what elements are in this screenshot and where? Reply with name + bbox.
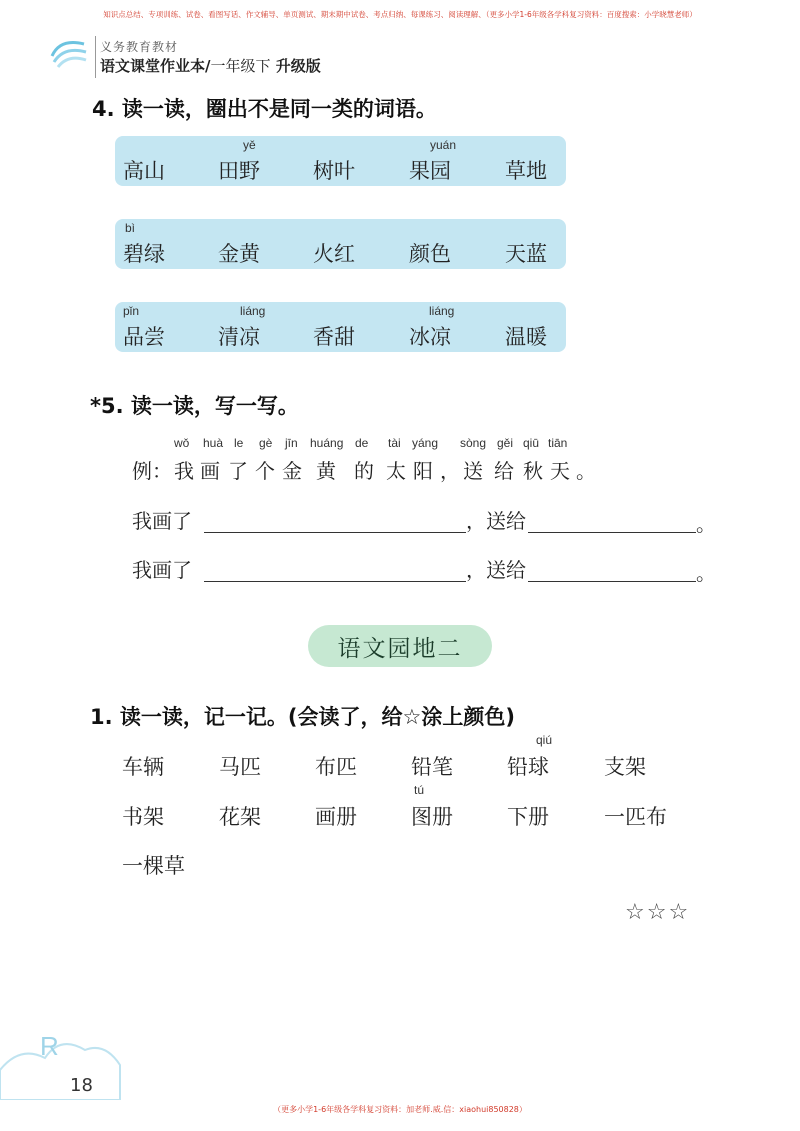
word-row-1 [115,136,566,186]
pinyin: yě [243,138,256,152]
bottom-note: （更多小学1-6年级各学科复习资料：加老师.威.信：xiaohui850828） [273,1105,527,1114]
cloud-decoration-icon [0,1010,130,1100]
grade-label: 一年级下 [210,57,271,75]
section-1-title: 1. 读一读，记一记。(会读了，给☆涂上颜色) [90,705,515,729]
word: 下册 [507,805,549,829]
word: 树叶 [313,159,355,183]
pinyin: gěi [497,436,514,450]
pinyin: yáng [412,436,439,450]
word-grid [122,733,682,883]
char: 送 [463,459,483,483]
edition-label: 升级版 [275,57,321,75]
example-label: 例： [132,459,172,483]
char: 黄 [316,459,336,483]
char: 天 [550,459,570,483]
line-middle: ，送给 [466,509,526,533]
word: 铅笔 [411,755,453,779]
svg-text:R: R [40,1031,59,1061]
question-4-title: 4. 读一读，圈出不是同一类的词语。 [92,97,437,121]
word: 书架 [122,805,164,829]
word: 图册 [411,805,453,829]
top-note: 知识点总结、专项训练、试卷、看图写话、作文辅导、单页测试、期末期中试卷、考点归纳、每课练习、阅读理解、（更多小学1-6年级各学科复习资料：百度搜索：小学晓慧老师） [103,10,697,19]
answer-blank-2[interactable] [528,531,696,533]
word: 马匹 [219,755,261,779]
pinyin: de [355,436,369,450]
pinyin: tiān [548,436,568,450]
question-5-title: *5. 读一读，写一写。 [90,394,299,418]
fill-line-1 [132,505,732,545]
word: 花架 [219,805,261,829]
rating-stars[interactable]: ☆☆☆ [625,900,691,925]
word: 火红 [313,242,355,266]
word: 香甜 [313,325,355,349]
header-divider [95,36,96,78]
char: 的 [354,459,374,483]
word-row-2 [115,219,566,269]
word: 天蓝 [505,242,547,266]
line-end: 。 [696,561,716,585]
word: 一匹布 [604,805,667,829]
word: 田野 [218,159,260,183]
word: 温暖 [505,325,547,349]
char: 。 [576,459,596,483]
pinyin: yuán [430,138,457,152]
answer-blank-3[interactable] [204,580,466,582]
char: 了 [228,459,248,483]
char: 个 [255,459,275,483]
publisher-logo-icon [48,34,90,76]
series-label: 义务教育教材 [100,40,179,54]
answer-blank-4[interactable] [528,580,696,582]
pinyin: liáng [240,304,266,318]
word: 清凉 [218,325,260,349]
pinyin: pǐn [123,304,140,318]
section-banner: 语文园地二 [308,625,492,667]
pinyin: jīn [285,436,298,450]
pinyin: le [234,436,244,450]
line-prefix: 我画了 [132,558,192,582]
word: 画册 [315,805,357,829]
char: 秋 [523,459,543,483]
pinyin: sòng [460,436,487,450]
word: 一棵草 [122,854,185,878]
pinyin: bì [125,221,136,235]
char: 金 [282,459,302,483]
word: 铅球 [507,755,549,779]
line-prefix: 我画了 [132,509,192,533]
pinyin: qiū [523,436,540,450]
word: 果园 [409,159,451,183]
pinyin: wǒ [174,436,190,450]
char: ， [440,459,460,483]
line-middle: ，送给 [466,558,526,582]
word: 品尝 [123,325,165,349]
char: 太 [386,459,406,483]
word: 支架 [604,755,646,779]
line-end: 。 [696,512,716,536]
pinyin: liáng [429,304,455,318]
word: 颜色 [409,242,451,266]
char: 我 [174,459,194,483]
fill-line-2 [132,554,732,594]
book-title: 语文课堂作业本/一年级下 升级版 [100,57,321,75]
example-sentence [130,436,610,491]
char: 阳 [413,459,433,483]
word-row-3 [115,302,566,352]
word: 车辆 [122,755,164,779]
answer-blank-1[interactable] [204,531,466,533]
page-number: 18 [70,1075,93,1096]
pinyin: huáng [310,436,344,450]
word: 冰凉 [409,325,451,349]
word: 草地 [505,159,547,183]
char: 画 [200,459,220,483]
pinyin: huà [203,436,224,450]
word: 布匹 [315,755,357,779]
word: 金黄 [218,242,260,266]
pinyin: tú [414,783,425,797]
pinyin: tài [388,436,401,450]
word: 碧绿 [123,242,165,266]
pinyin: qiú [536,733,553,747]
word: 高山 [123,159,165,183]
pinyin: gè [259,436,273,450]
char: 给 [494,459,514,483]
